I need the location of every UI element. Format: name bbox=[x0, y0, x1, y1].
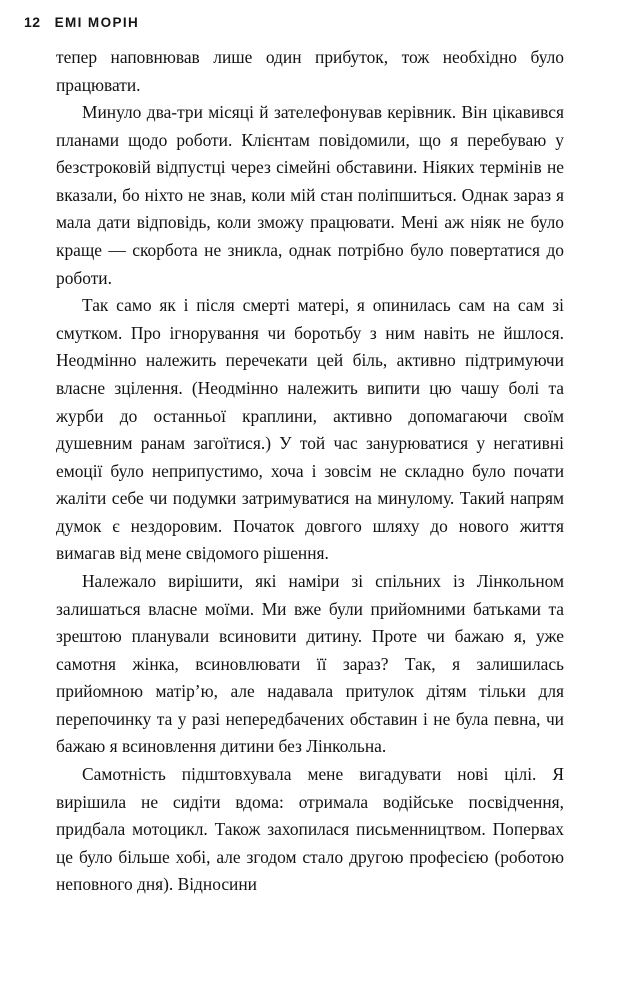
paragraph: Належало вирішити, які наміри зі спільних із Лінкольном залишаться власне моїми. Ми вже були прийомними батьками та зрештою планували всиновити дитину. Проте чи бажаю я, уже самотня жінка, всиновлювати її зараз? Так, я залишилась прийомною матір’ю, але надавала притулок дітям тільки для перепочинку та у разі непередбачених обставин і не була певна, чи бажаю я всиновлення дитини без Лінкольна. bbox=[56, 570, 564, 757]
page-number: 12 bbox=[24, 14, 41, 30]
paragraph: Так само як і після смерті матері, я опинилась сам на сам зі смутком. Про ігнорування чи боротьбу з ним навіть не йшлося. Неодмінно належить перечекати цей біль, активно підтримуючи власне зцілення. (Неодмінно належить випити цю чашу болі та журби до останньої краплини, активно допомагаючи своїм душевним ранам загоїтися.) У той час занурюватися у негативні емоції було неприпустимо, хоча і зовсім не складно було почати жаліти себе чи подумки затримуватися на минулому. Такий напрям думок є нездоровим. Початок довгого шляху до нового життя вимагав від мене свідомого рішення. bbox=[56, 295, 564, 564]
paragraph: тепер наповнював лише один прибуток, тож необхідно було працювати. bbox=[56, 47, 564, 95]
paragraph: Самотність підштовхувала мене вигадувати нові цілі. Я вирішила не сидіти вдома: отримала водійське посвідчення, придбала мотоцикл. Також захопилася письменництвом. Попервах це було більше хобі, але згодом стало другою професією (роботою неповного дня). Відносини bbox=[56, 764, 564, 895]
paragraph: Минуло два-три місяці й зателефонував керівник. Він цікавився планами щодо роботи. Клієнтам повідомили, що я перебуваю у безстроковій відпустці через сімейні обставини. Ніяких термінів не вказали, бо ніхто не знав, коли мій стан поліпшиться. Однак зараз я мала дати відповідь, коли зможу працювати. Мені аж ніяк не було краще — скорбота не зникла, однак потрібно було повертатися до роботи. bbox=[56, 102, 564, 288]
page-header bbox=[24, 14, 595, 30]
body-text bbox=[56, 44, 564, 899]
running-head: ЕМІ МОРІН bbox=[54, 15, 140, 30]
